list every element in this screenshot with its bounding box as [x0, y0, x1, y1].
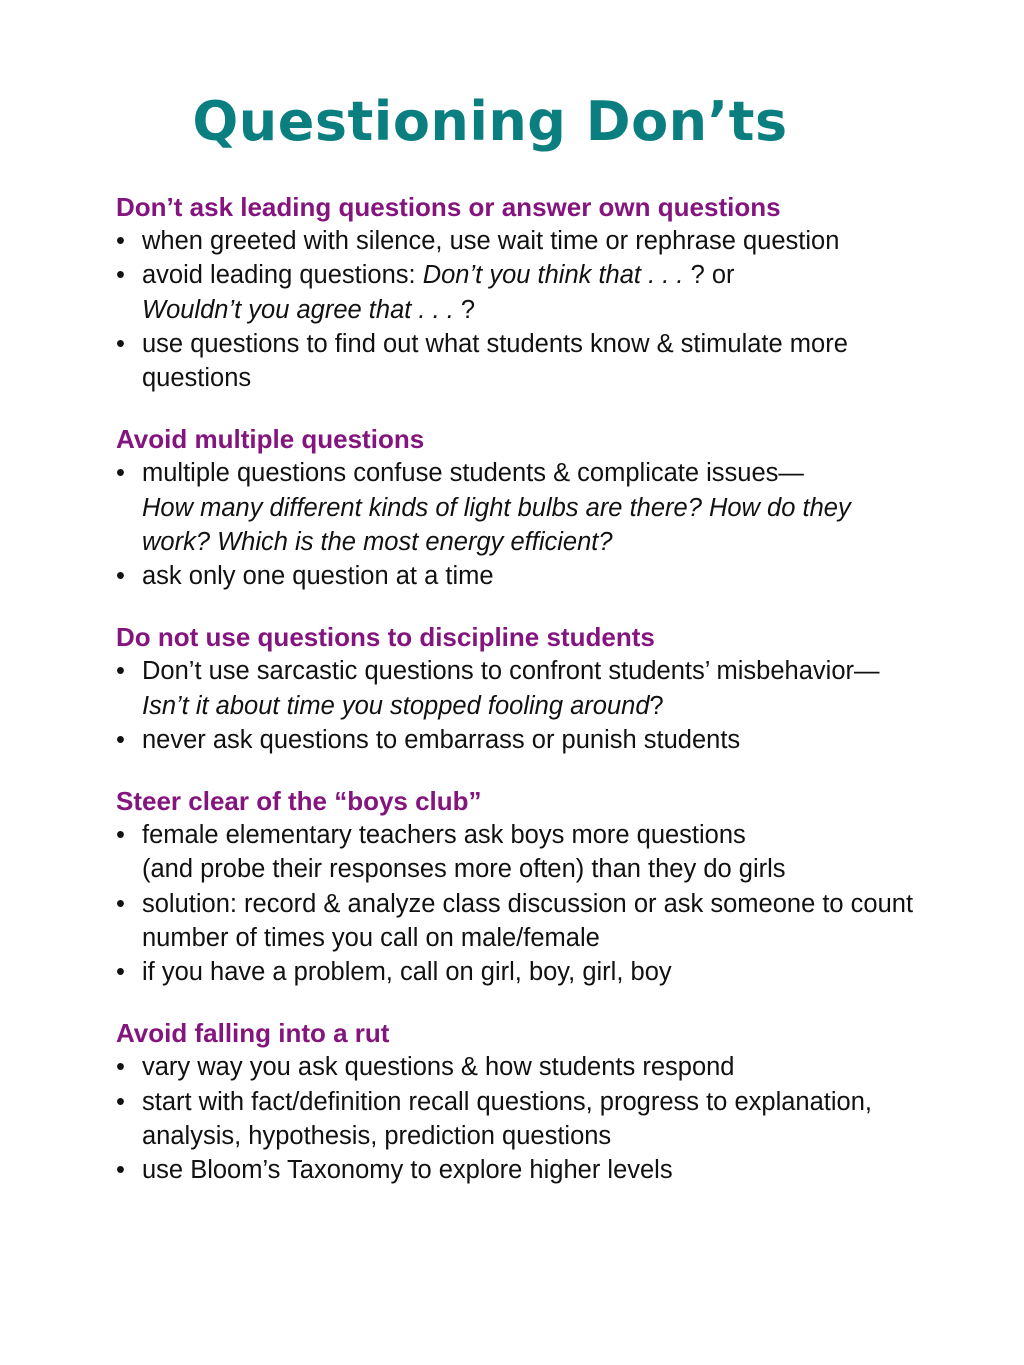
bullet-text: avoid leading questions: — [142, 261, 423, 290]
bullet-item — [116, 1153, 916, 1187]
bullet-item — [116, 955, 916, 989]
section-heading: Don’t ask leading questions or answer own questions — [116, 192, 781, 222]
section-discipline — [116, 620, 916, 757]
bullet-text: start with fact/definition recall questions, progress to explanation, analysis, hypothesis, prediction questions — [142, 1087, 872, 1150]
bullet-list — [116, 818, 916, 989]
bullet-text: female elementary teachers ask boys more questions — [142, 821, 746, 850]
bullet-text: when greeted with silence, use wait time or rephrase question — [142, 227, 840, 256]
bullet-text: Don’t use sarcastic questions to confront students’ misbehavior— — [142, 657, 880, 686]
bullet-text: ? — [649, 691, 664, 720]
bullet-italic-example: How many different kinds of light bulbs are there? How do they work? Which is the most energy efficient? — [142, 493, 851, 556]
bullet-text: solution: record & analyze class discussion or ask someone to count number of times you call on male/female — [142, 889, 914, 952]
bullet-italic-example: Don’t you think that . . . — [422, 261, 684, 290]
section-rut — [116, 1016, 916, 1187]
bullet-item — [116, 456, 916, 559]
bullet-item — [116, 1050, 916, 1084]
bullet-text: ? — [453, 295, 476, 324]
bullet-item — [116, 1085, 916, 1153]
bullet-item — [116, 818, 916, 886]
bullet-italic-example: Isn’t it about time you stopped fooling around — [142, 691, 650, 720]
section-boys-club — [116, 784, 916, 989]
bullet-list — [116, 224, 916, 395]
bullet-item — [116, 224, 916, 258]
section-heading: Do not use questions to discipline students — [116, 622, 655, 653]
page-title: Questioning Don’ts — [192, 90, 788, 153]
bullet-item — [116, 887, 916, 955]
bullet-list — [116, 1050, 916, 1187]
bullet-text: (and probe their responses more often) than they do girls — [142, 855, 786, 884]
bullet-list — [116, 456, 916, 593]
bullet-text: ask only one question at a time — [142, 562, 494, 591]
bullet-text: ? or — [683, 261, 735, 290]
bullet-text: if you have a problem, call on girl, boy, girl, boy — [142, 958, 672, 987]
bullet-item — [116, 559, 916, 593]
bullet-text: use Bloom’s Taxonomy to explore higher levels — [142, 1156, 673, 1185]
bullet-text: vary way you ask questions & how students respond — [142, 1053, 735, 1082]
bullet-item — [116, 723, 916, 757]
bullet-item — [116, 258, 916, 326]
bullet-text: multiple questions confuse students & complicate issues— — [142, 459, 804, 488]
bullet-italic-example: Wouldn’t you agree that . . . — [142, 295, 454, 324]
bullet-list — [116, 654, 916, 757]
bullet-text: never ask questions to embarrass or punish students — [142, 725, 741, 754]
section-heading: Steer clear of the “boys club” — [116, 786, 482, 817]
bullet-item — [116, 327, 916, 395]
bullet-item — [116, 654, 916, 722]
section-heading: Avoid multiple questions — [116, 424, 425, 455]
section-leading-questions — [116, 190, 916, 395]
section-heading: Avoid falling into a rut — [116, 1018, 390, 1049]
bullet-text: use questions to find out what students know & stimulate more questions — [142, 329, 848, 393]
content-body — [116, 190, 916, 1214]
section-multiple-questions — [116, 422, 916, 593]
